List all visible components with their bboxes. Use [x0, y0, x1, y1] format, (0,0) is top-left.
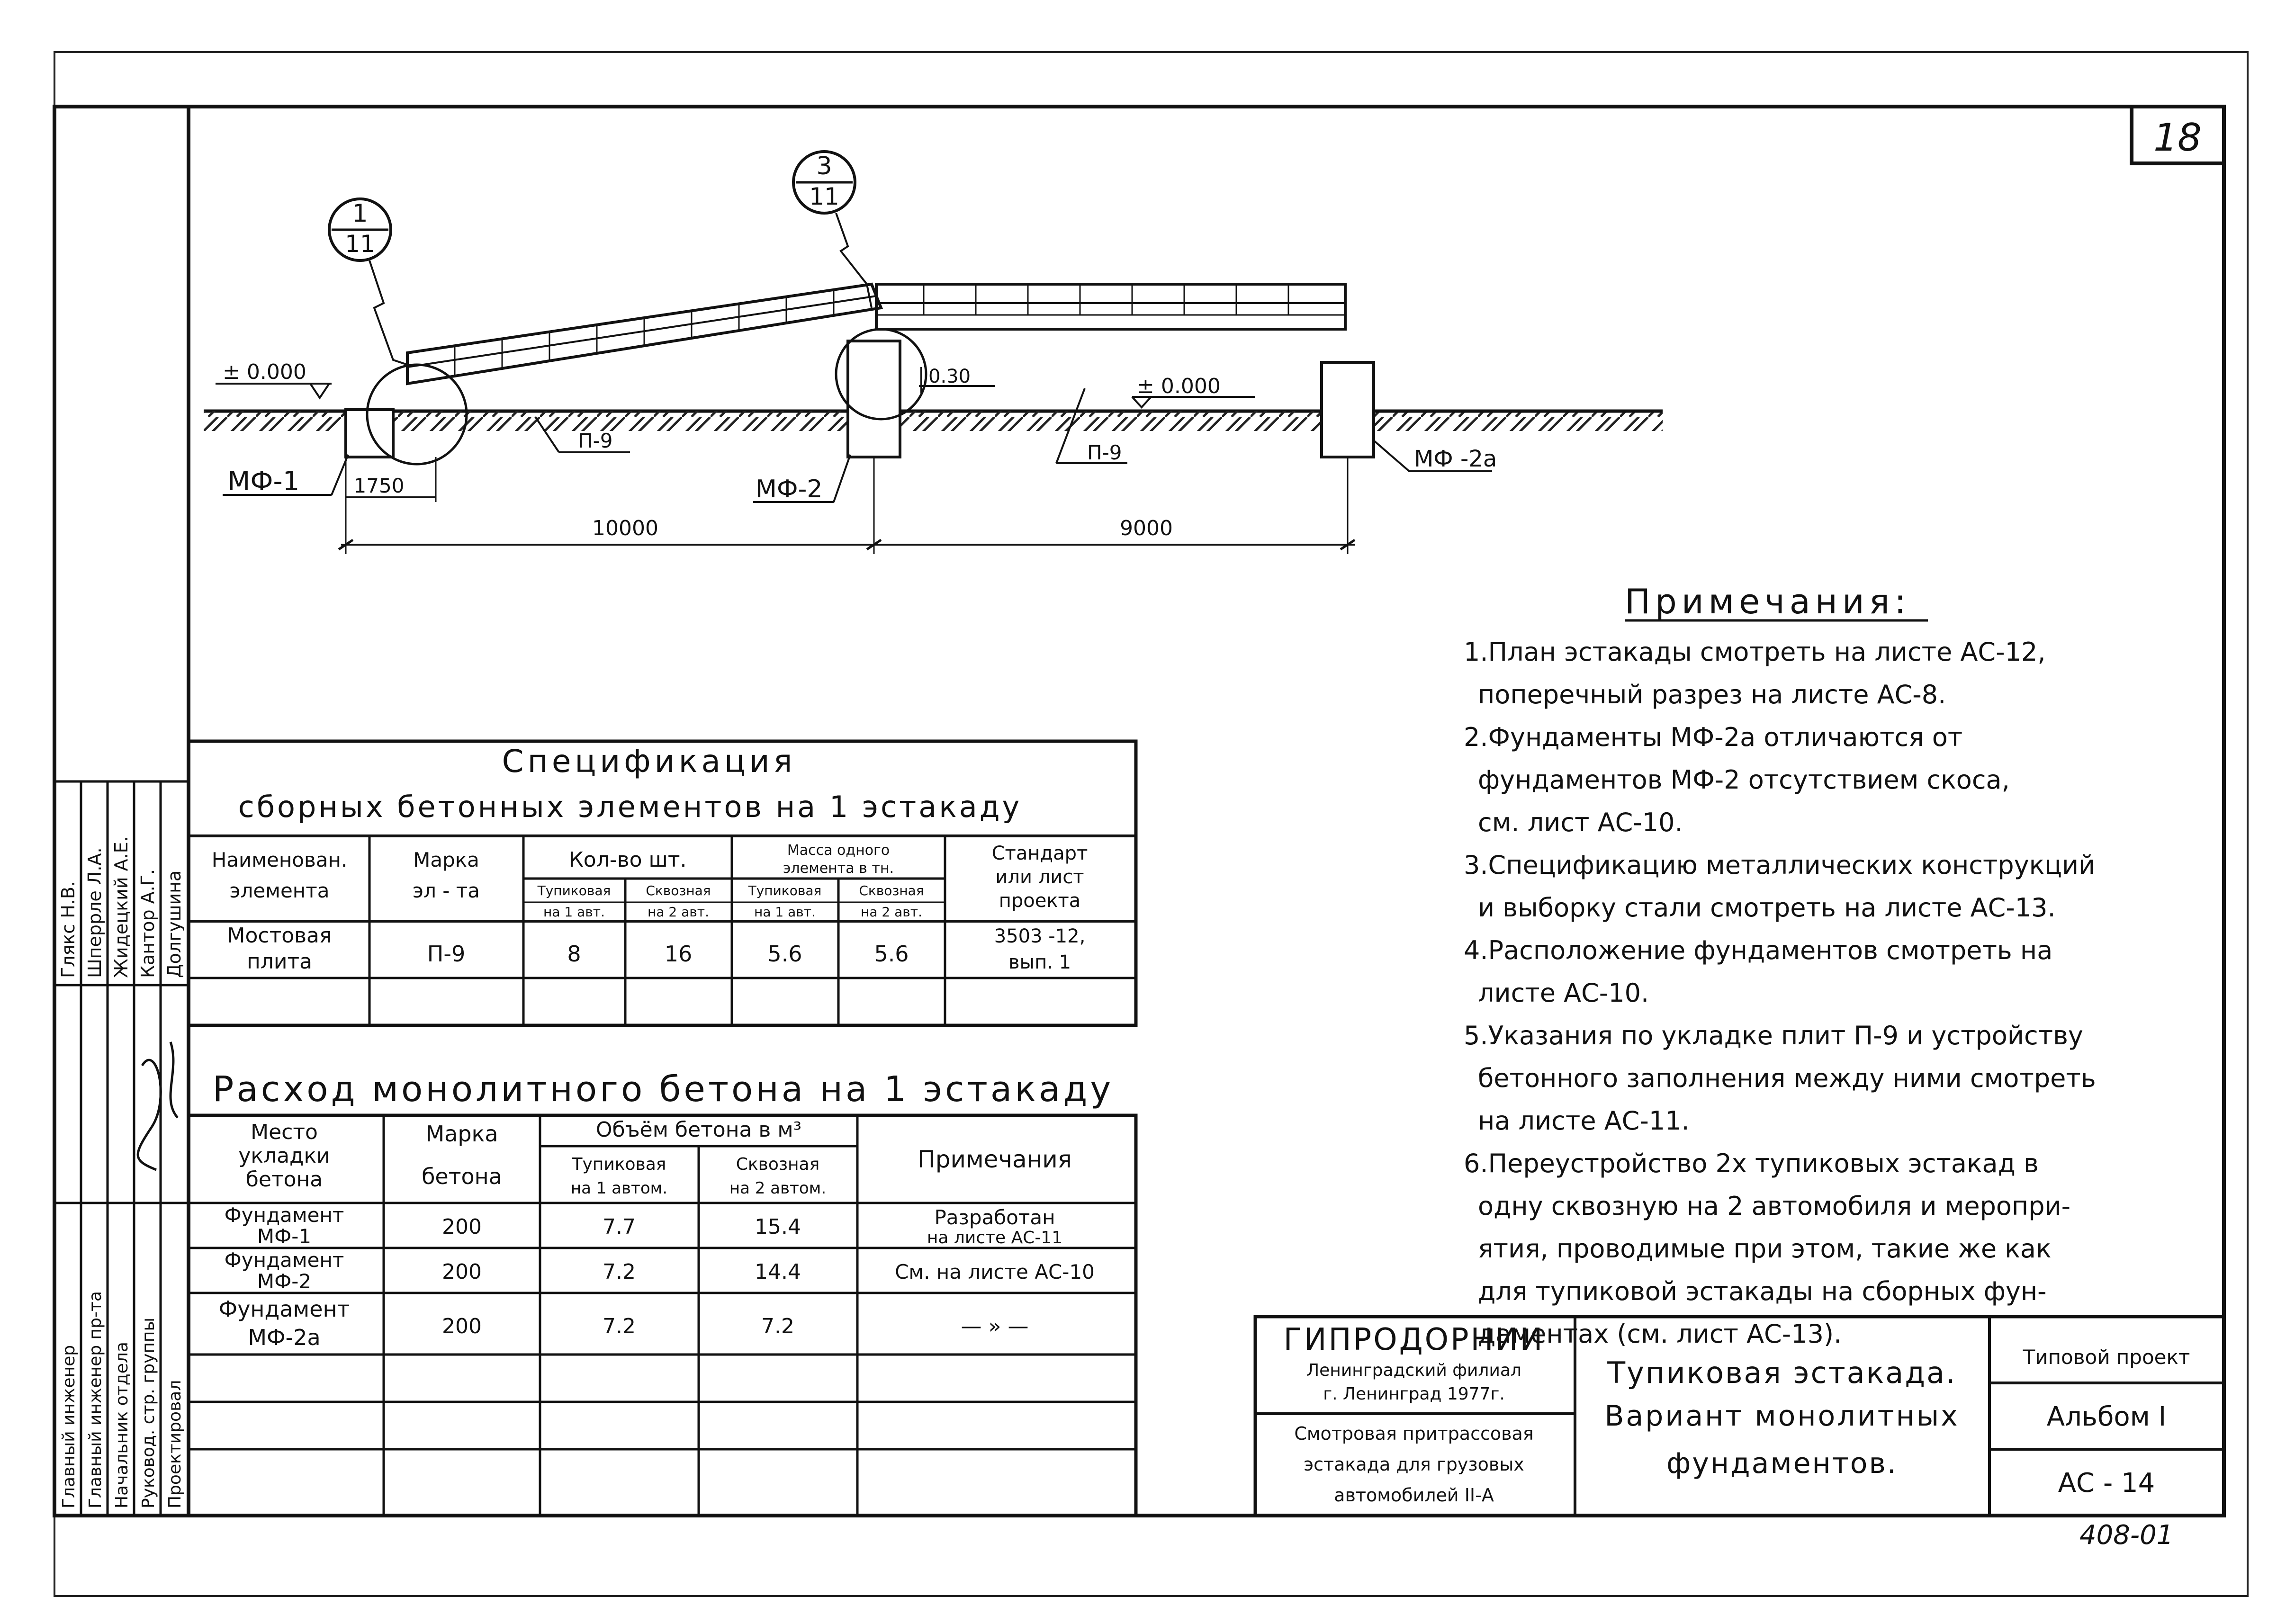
note-line: на листе АС-11.	[1478, 1106, 1690, 1136]
svg-text:эл - та: эл - та	[413, 879, 480, 902]
drawing-title: Тупиковая эстакада.	[1607, 1355, 1957, 1390]
svg-text:Стандарт: Стандарт	[991, 843, 1088, 864]
label-mf2	[753, 455, 850, 503]
svg-text:Фундамент: Фундамент	[224, 1248, 344, 1272]
bottom-code: 408-01	[2079, 1520, 2174, 1551]
svg-text:вып. 1: вып. 1	[1008, 951, 1071, 973]
callout-3-number: 3	[816, 152, 832, 180]
svg-text:14.4: 14.4	[755, 1260, 801, 1284]
svg-text:на листе АС-11: на листе АС-11	[927, 1228, 1063, 1247]
sheet-code: АС - 14	[2058, 1468, 2155, 1498]
notes	[1464, 582, 2096, 1349]
note-line: и выборку стали смотреть на листе АС-13.	[1478, 893, 2056, 923]
svg-text:± 0.000: ± 0.000	[1137, 374, 1221, 398]
svg-text:Сквозная: Сквозная	[736, 1155, 820, 1174]
label-mf1	[223, 455, 348, 497]
svg-text:Место: Место	[251, 1120, 318, 1144]
svg-text:элемента: элемента	[229, 879, 330, 902]
svg-text:П-9: П-9	[427, 941, 466, 967]
spec-subtitle: сборных бетонных элементов на 1 эстакаду	[238, 790, 1022, 824]
svg-text:МФ-2: МФ-2	[756, 475, 823, 503]
svg-text:Тупиковая: Тупиковая	[537, 883, 611, 898]
svg-text:фундаментов.: фундаментов.	[1666, 1447, 1898, 1480]
signatory-role: Проектировал	[165, 1380, 185, 1508]
note-line: ятия, проводимые при этом, такие же как	[1478, 1234, 2052, 1264]
svg-text:на 1 автом.: на 1 автом.	[570, 1179, 668, 1198]
spec-row	[227, 924, 1086, 974]
level-mark-right	[1132, 374, 1255, 407]
svg-text:Смотровая притрассовая: Смотровая притрассовая	[1294, 1423, 1534, 1444]
sheet-number-box	[2132, 107, 2224, 163]
svg-text:Кол-во шт.: Кол-во шт.	[568, 848, 687, 872]
svg-text:П-9: П-9	[578, 429, 613, 452]
concrete-row-mf2a	[219, 1296, 1029, 1350]
note-line: 4.Расположение фундаментов смотреть на	[1464, 935, 2053, 965]
svg-text:П-9: П-9	[1087, 441, 1122, 464]
callout-3-11	[793, 152, 872, 308]
svg-text:бетона: бетона	[245, 1167, 323, 1192]
signatory-role: Руковод. стр. группы	[139, 1318, 158, 1508]
notes-title: Примечания:	[1625, 582, 1911, 621]
svg-text:на 2 авт.: на 2 авт.	[861, 904, 922, 920]
note-line: 5.Указания по укладке плит П-9 и устройству	[1464, 1021, 2083, 1050]
note-line: 3.Спецификацию металлических конструкций	[1464, 850, 2096, 880]
signatory-role: Главный инженер	[59, 1345, 79, 1508]
svg-text:Сквозная: Сквозная	[646, 883, 711, 898]
signatory-name: Кантор А.Г.	[137, 869, 158, 978]
svg-text:на 2 автом.: на 2 автом.	[729, 1179, 827, 1198]
svg-text:15.4: 15.4	[755, 1215, 801, 1239]
signatory-name: Шперрле Л.А.	[84, 847, 105, 978]
svg-text:5.6: 5.6	[874, 941, 909, 967]
note-line: 2.Фундаменты МФ-2а отличаются от	[1464, 722, 1963, 752]
svg-text:бетона: бетона	[422, 1164, 502, 1189]
svg-text:1750: 1750	[353, 474, 405, 497]
note-line: бетонного заполнения между ними смотреть	[1478, 1063, 2096, 1093]
svg-text:Тупиковая: Тупиковая	[572, 1155, 666, 1174]
note-line: поперечный разрез на листе АС-8.	[1478, 680, 1946, 709]
note-line: для тупиковой эстакады на сборных фун-	[1478, 1276, 2047, 1306]
svg-text:Фундамент: Фундамент	[218, 1296, 350, 1322]
note-line: 6.Переустройство 2х тупиковых эстакад в	[1464, 1148, 2039, 1178]
svg-text:плита: плита	[246, 950, 313, 974]
signatory-role: Начальник отдела	[112, 1342, 132, 1508]
dimension-9000	[876, 457, 1355, 554]
ramp-slab-joints	[455, 290, 834, 377]
svg-text:Марка: Марка	[425, 1121, 498, 1147]
svg-text:эстакада для грузовых: эстакада для грузовых	[1304, 1454, 1524, 1475]
svg-text:Типовой проект: Типовой проект	[2023, 1346, 2190, 1369]
svg-text:на 1 авт.: на 1 авт.	[543, 904, 605, 920]
svg-text:автомобилей II-А: автомобилей II-А	[1334, 1485, 1494, 1506]
concrete-row-mf2	[225, 1248, 1095, 1293]
dimension-1750	[346, 457, 436, 554]
signatory-name: Глякс Н.В.	[58, 880, 79, 978]
signatory-name: Жидецкий А.Е.	[111, 836, 132, 978]
soil-hatching	[204, 411, 1663, 431]
spec-table	[189, 741, 1136, 1025]
sheet-number: 18	[2153, 116, 2202, 160]
svg-text:9000: 9000	[1120, 516, 1173, 540]
note-line: даментах (см. лист АС-13).	[1478, 1319, 1842, 1349]
svg-text:Разработан: Разработан	[934, 1206, 1055, 1229]
svg-text:7.7: 7.7	[603, 1215, 636, 1239]
svg-text:на 1 авт.: на 1 авт.	[754, 904, 816, 920]
svg-text:Примечания: Примечания	[918, 1146, 1072, 1173]
svg-text:10000: 10000	[592, 516, 658, 540]
signature-strip	[54, 781, 189, 1516]
note-line: см. лист АС-10.	[1478, 808, 1683, 837]
elevation-drawing	[204, 152, 1663, 554]
svg-text:элемента в тн.: элемента в тн.	[783, 860, 894, 877]
svg-text:200: 200	[442, 1314, 482, 1338]
svg-text:Марка: Марка	[413, 848, 479, 871]
svg-text:± 0.000: ± 0.000	[223, 360, 306, 384]
note-line: листе АС-10.	[1478, 978, 1649, 1008]
svg-text:Объём бетона в м³: Объём бетона в м³	[595, 1118, 802, 1142]
foundation-mf2	[848, 341, 900, 457]
svg-text:Фундамент: Фундамент	[224, 1203, 344, 1227]
callout-3-sheet: 11	[809, 183, 839, 210]
svg-text:МФ-2а: МФ-2а	[248, 1325, 321, 1350]
svg-text:на 2 авт.: на 2 авт.	[648, 904, 709, 920]
svg-text:укладки: укладки	[238, 1144, 330, 1168]
svg-text:МФ-1: МФ-1	[257, 1225, 312, 1248]
horizontal-slab	[876, 284, 1345, 329]
svg-text:Тупиковая: Тупиковая	[748, 883, 822, 898]
svg-text:МФ-2: МФ-2	[257, 1270, 312, 1293]
signatory-role: Главный инженер пр-та	[86, 1291, 105, 1508]
org-name: ГИПРОДОРНИИ	[1283, 1322, 1545, 1357]
dimension-10000	[339, 457, 881, 554]
svg-text:16: 16	[664, 941, 693, 967]
spec-title: Спецификация	[502, 743, 796, 780]
note-line: одну сквозную на 2 автомобиля и меропри-	[1478, 1191, 2071, 1221]
svg-text:проекта: проекта	[999, 890, 1081, 912]
note-line: фундаментов МФ-2 отсутствием скоса,	[1478, 765, 2010, 795]
svg-text:Масса одного: Масса одного	[787, 842, 890, 859]
concrete-row-mf1	[225, 1203, 1063, 1248]
signature-mark	[138, 1060, 161, 1170]
svg-text:Альбом I: Альбом I	[2046, 1401, 2167, 1432]
svg-text:0.30: 0.30	[928, 366, 971, 387]
level-mark-mid	[919, 366, 995, 393]
signatory-name: Долгушина	[164, 870, 185, 978]
callout-1-11	[329, 199, 407, 365]
svg-text:г. Ленинград 1977г.: г. Ленинград 1977г.	[1323, 1384, 1505, 1404]
svg-text:Сквозная: Сквозная	[859, 883, 924, 898]
svg-text:3503 -12,: 3503 -12,	[994, 925, 1086, 947]
label-mf2a	[1374, 440, 1497, 472]
foundation-mf2a	[1322, 362, 1374, 457]
svg-text:Ленинградский филиал: Ленинградский филиал	[1306, 1361, 1521, 1380]
foundation-mf1	[346, 410, 393, 457]
svg-text:7.2: 7.2	[603, 1260, 636, 1284]
svg-text:МФ-1: МФ-1	[227, 466, 300, 497]
svg-text:— » —: — » —	[961, 1314, 1029, 1338]
svg-text:7.2: 7.2	[603, 1314, 636, 1338]
note-line: 1.План эстакады смотреть на листе АС-12,	[1464, 637, 2046, 667]
svg-text:5.6: 5.6	[767, 941, 802, 967]
svg-text:8: 8	[567, 941, 581, 967]
svg-text:Вариант монолитных: Вариант монолитных	[1604, 1400, 1960, 1433]
svg-text:7.2: 7.2	[761, 1314, 794, 1338]
level-mark-left	[216, 360, 332, 398]
callout-1-sheet: 11	[345, 230, 375, 258]
concrete-title: Расход монолитного бетона на 1 эстакаду	[212, 1069, 1114, 1110]
svg-text:или лист: или лист	[995, 866, 1084, 888]
svg-text:Наименован.: Наименован.	[211, 848, 348, 871]
svg-text:200: 200	[442, 1260, 482, 1284]
svg-text:200: 200	[442, 1215, 482, 1239]
svg-text:См. на листе АС-10: См. на листе АС-10	[895, 1260, 1095, 1283]
svg-text:Мостовая: Мостовая	[227, 924, 332, 948]
callout-1-number: 1	[352, 199, 368, 228]
svg-text:МФ -2а: МФ -2а	[1414, 446, 1497, 472]
concrete-table	[189, 1069, 1136, 1516]
